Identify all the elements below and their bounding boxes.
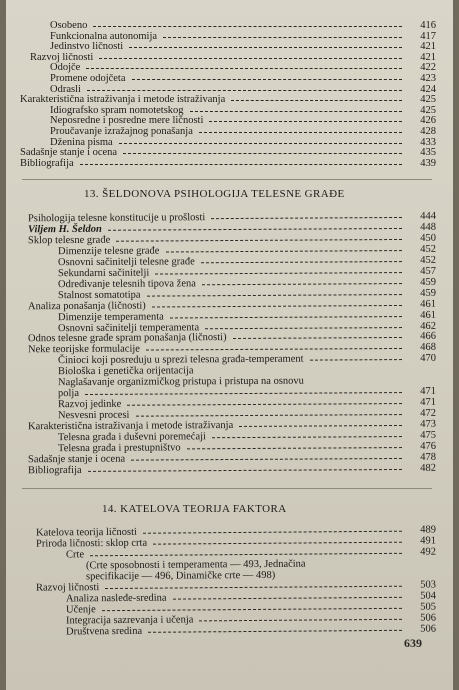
- toc-page-number: 462: [420, 320, 437, 332]
- section-divider: [22, 179, 432, 180]
- toc-entry-title: Analiza nasleđe-sredina: [65, 592, 167, 605]
- toc-page-number: 504: [420, 590, 437, 602]
- dot-leader: [143, 531, 402, 534]
- toc-entry-title: Razvoj jedinke: [57, 398, 122, 411]
- toc-entry-title: Odnos telesne građe spram ponašanja (ličnosti): [27, 332, 227, 345]
- dot-leader: [155, 272, 402, 275]
- toc-page-number: 448: [420, 221, 437, 233]
- toc-entry-title: (Crte sposobnosti i temperamenta — 493, Jednačina: [85, 558, 306, 572]
- toc-entry-title: polja: [57, 388, 80, 400]
- dot-leader: [202, 283, 402, 285]
- dot-leader: [233, 337, 402, 339]
- toc-page-number: 459: [420, 276, 437, 288]
- dot-leader: [152, 305, 402, 308]
- toc-entry-title: Odojče: [50, 62, 81, 74]
- dot-leader: [211, 217, 402, 219]
- dot-leader: [166, 250, 402, 252]
- dot-leader: [163, 37, 402, 38]
- toc-page-number: 428: [420, 126, 436, 137]
- dot-leader: [199, 619, 402, 622]
- toc-entry-title: Analiza ponašanja (ličnosti): [27, 300, 146, 312]
- toc-entry-title: Psihologija telesne konstitucije u prošlosti: [27, 212, 206, 225]
- toc-entry: [66, 624, 436, 639]
- dot-leader: [108, 228, 402, 231]
- page-number: 639: [404, 636, 422, 650]
- dot-leader: [127, 403, 402, 406]
- dot-leader: [146, 348, 402, 351]
- toc-entry-title: Sadašnje stanje i ocena: [20, 147, 118, 159]
- toc-entry-title: Bibliografija: [20, 157, 74, 169]
- toc-entry-title: Promene odojčeta: [50, 73, 126, 84]
- dot-leader: [231, 100, 402, 101]
- toc-entry-title: Funkcionalna autonomija: [50, 30, 158, 42]
- toc-entry-title: Dimenzije telesne građe: [57, 245, 160, 257]
- toc-page-number: 491: [420, 535, 437, 547]
- toc-entry-title: Sadašnje stanje i ocena: [27, 453, 126, 466]
- dot-leader: [90, 553, 402, 556]
- dot-leader: [199, 132, 402, 133]
- toc-entry-title: Karakteristična istraživanja i metode istraživanja: [27, 420, 234, 433]
- toc-entry-title: Jedinstvo ličnosti: [50, 41, 124, 53]
- toc-entry-title: Određivanje telesnih tipova žena: [57, 277, 196, 290]
- dot-leader: [116, 239, 402, 242]
- toc-entry-title: Razvoj ličnosti: [35, 582, 100, 594]
- dot-leader: [239, 425, 402, 427]
- toc-entry-title: Viljem H. Šeldon: [27, 223, 102, 236]
- toc-entry-title: Katelova teorija ličnosti: [35, 526, 137, 539]
- toc-entry-title: specifikacije — 496, Dinamičke crte — 498): [85, 569, 276, 583]
- dot-leader: [212, 436, 402, 438]
- toc-entry-title: Osnovni sačinitelji telesne građe: [57, 256, 195, 268]
- toc-page-number: 435: [420, 147, 436, 159]
- dot-leader: [310, 359, 402, 361]
- toc-page-number: 506: [420, 612, 437, 624]
- toc-page-number: 476: [420, 440, 437, 452]
- toc-entry-title: Naglašavanje organizmičkog pristupa i pristupa na osnovu: [57, 375, 304, 389]
- toc-entry-title: Društvena sredina: [65, 625, 143, 638]
- toc-entry-title: Telesna građa i prestupništvo: [57, 442, 181, 455]
- dot-leader: [105, 586, 402, 589]
- toc-entry: [20, 158, 436, 170]
- toc-page-number: 461: [420, 309, 437, 321]
- toc-entry-title: Osnovni sačinitelji temperamenta: [57, 321, 200, 334]
- toc-page-number: 489: [420, 524, 437, 536]
- toc-page-number: 426: [420, 115, 436, 127]
- dot-leader: [187, 447, 402, 449]
- toc-page-number: 468: [420, 342, 437, 354]
- toc-entry-title: Odrasli: [50, 83, 81, 95]
- toc-entry-title: Učenje: [65, 604, 96, 616]
- dot-leader: [132, 79, 402, 80]
- toc-page-number: 482: [420, 462, 437, 474]
- toc-entry-title: Proučavanje izražajnog ponašanja: [50, 126, 193, 137]
- toc-page-number: 450: [420, 232, 437, 244]
- toc-page-number: 505: [420, 601, 437, 613]
- dot-leader: [147, 294, 402, 297]
- toc-page-number: 475: [420, 429, 437, 441]
- dot-leader: [99, 58, 402, 59]
- dot-leader: [85, 392, 402, 395]
- toc-page-number: 471: [420, 386, 437, 398]
- toc-page-number: 466: [420, 331, 437, 343]
- toc-entry-title: Integracija sazrevanja i učenja: [65, 614, 194, 627]
- toc-page-number: 425: [420, 94, 436, 106]
- dot-leader: [205, 327, 402, 329]
- dot-leader: [86, 68, 402, 69]
- dot-leader: [170, 316, 402, 318]
- toc-entry-title: Sekundarni sačinitelji: [57, 267, 150, 279]
- toc-page-number: 421: [420, 51, 436, 63]
- toc-entry-title: Biološka i genetička orijentacija: [57, 365, 194, 378]
- dot-leader: [148, 630, 402, 633]
- toc-entry: [28, 463, 436, 477]
- dot-leader: [190, 111, 402, 112]
- toc-entry-title: Činioci koji posreduju u sprezi telesna građa-temperament: [57, 353, 304, 367]
- toc-entry-title: Osobeno: [50, 20, 88, 31]
- toc-entry-title: Stalnost somatotipa: [57, 289, 141, 301]
- dot-leader: [93, 26, 402, 27]
- toc-entry-title: Priroda ličnosti: sklop crta: [35, 537, 148, 550]
- toc-page-number: 459: [420, 287, 437, 299]
- toc-entry-title: Dimenzije temperamenta: [57, 311, 164, 323]
- toc-page-number: 473: [420, 418, 437, 430]
- toc-entry-title: Karakteristična istraživanja i metode istraživanja: [20, 94, 226, 106]
- toc-page-number: 417: [420, 30, 436, 42]
- toc-entry-title: Razvoj ličnosti: [30, 51, 94, 63]
- toc-page-number: 416: [420, 20, 436, 31]
- dot-leader: [129, 47, 402, 48]
- toc-page-number: 421: [420, 41, 436, 53]
- toc-page-number: 424: [420, 83, 436, 95]
- toc-entry-title: Neposredne i posredne mere ličnosti: [50, 115, 204, 127]
- dot-leader: [87, 90, 402, 91]
- toc-page-number: 503: [420, 579, 437, 591]
- dot-leader: [88, 469, 402, 472]
- toc-page-number: 461: [420, 298, 437, 310]
- toc-page-number: 422: [420, 62, 436, 74]
- dot-leader: [123, 153, 402, 154]
- toc-page-number: 470: [420, 353, 437, 365]
- toc-entry-title: Sklop telesne građe: [27, 234, 111, 247]
- dot-leader: [80, 164, 402, 165]
- toc-page-number: 452: [420, 243, 437, 255]
- dot-leader: [119, 143, 402, 144]
- toc-entry-title: Telesna građa i duševni poremećaji: [57, 431, 207, 444]
- toc-page-number: 478: [420, 451, 437, 463]
- toc-page-number: 457: [420, 265, 437, 277]
- dot-leader: [136, 414, 402, 417]
- toc-entry-title: Nesvesni procesi: [57, 409, 130, 422]
- toc-page-number: 423: [420, 73, 436, 84]
- dot-leader: [131, 458, 402, 461]
- section-divider: [22, 488, 432, 489]
- toc-entry-title: Crte: [65, 549, 85, 561]
- toc-entry-title: Idiografsko spram nomotetskog: [50, 104, 184, 116]
- dot-leader: [173, 597, 402, 600]
- dot-leader: [153, 542, 402, 545]
- toc-page-number: 506: [420, 623, 437, 635]
- toc-page-number: 471: [420, 396, 437, 409]
- toc-page-number: 492: [420, 546, 437, 558]
- toc-page-number: 472: [420, 407, 437, 420]
- toc-entry-title: Dženina pisma: [50, 136, 113, 148]
- book-page: [6, 0, 453, 690]
- dot-leader: [201, 261, 402, 263]
- toc-entry-title: Bibliografija: [27, 464, 82, 477]
- toc-page-number: 444: [420, 210, 437, 222]
- section-heading-14: 14. KATELOVA TEORIJA FAKTORA: [102, 503, 287, 515]
- toc-page-number: 439: [420, 157, 436, 169]
- toc-page-number: 425: [420, 104, 436, 116]
- dot-leader: [102, 608, 402, 611]
- toc-page-number: 433: [420, 136, 436, 148]
- dot-leader: [209, 121, 402, 122]
- toc-page-number: 452: [420, 254, 437, 266]
- toc-entry-title: Neke teorijske formulacije: [27, 343, 140, 356]
- section-heading-13: 13. ŠELDONOVA PSIHOLOGIJA TELESNE GRAĐE: [84, 188, 345, 200]
